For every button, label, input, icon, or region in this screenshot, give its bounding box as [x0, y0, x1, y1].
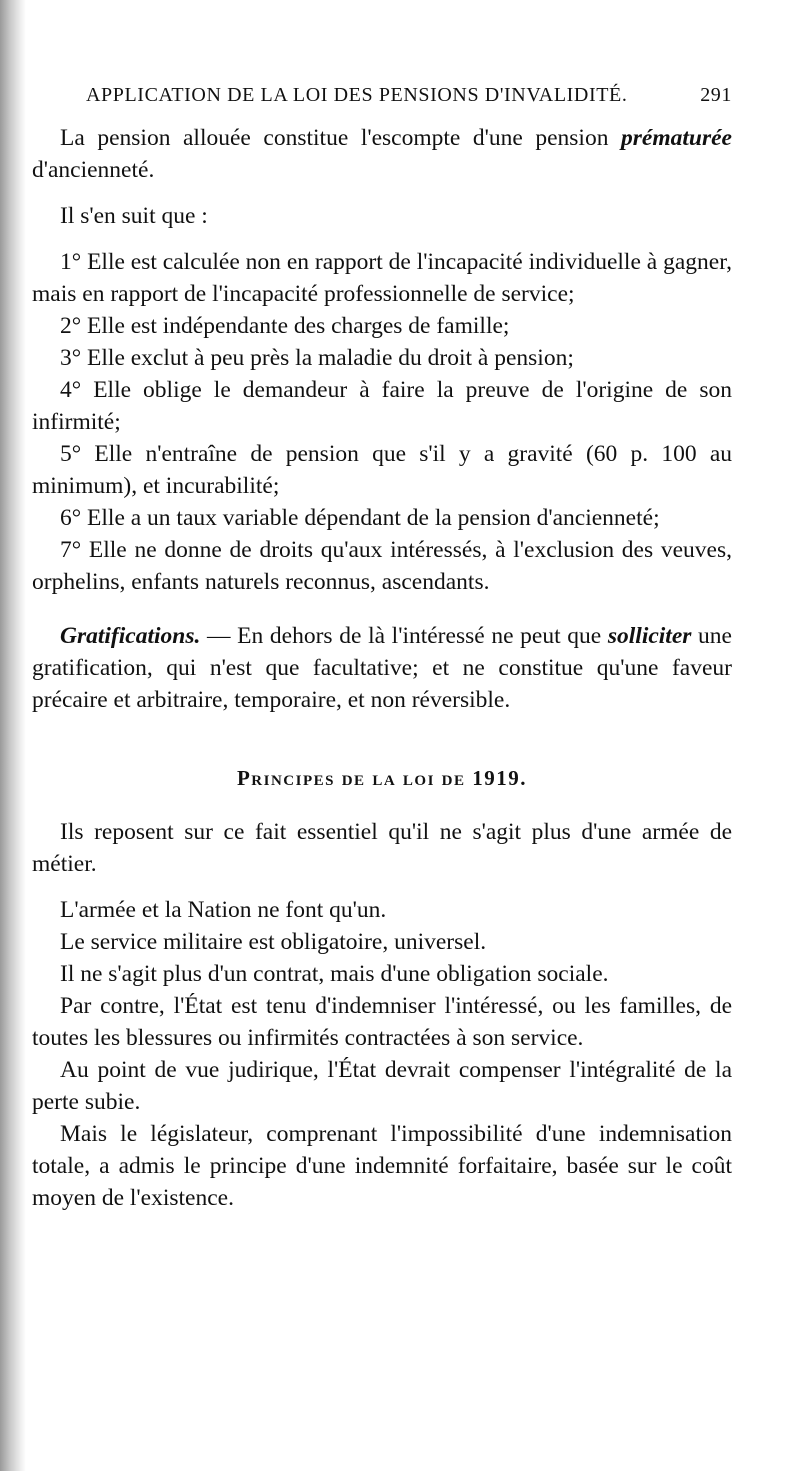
paragraph-principle: Ils reposent sur ce fait essentiel qu'il ne s'agit plus d'une armée de métier.	[32, 819, 732, 877]
list-number: 2°	[60, 313, 82, 339]
list-item	[32, 502, 732, 534]
gratifications-emphasis: solliciter	[607, 623, 692, 649]
list-text: Elle oblige le demandeur à faire la preuve de l'origine de son infirmité;	[32, 377, 733, 435]
list-number: 6°	[60, 505, 82, 531]
list-text: Elle exclut à peu près la maladie du droit à pension;	[87, 345, 574, 371]
intro-text-a: La pension allouée constitue l'escompte d'une pension	[60, 125, 622, 151]
list-item	[32, 438, 732, 502]
page-body	[32, 122, 732, 1214]
paragraph-gratifications	[32, 620, 732, 716]
list-item	[32, 246, 732, 310]
paragraph-principle: Il ne s'agit plus d'un contrat, mais d'une obligation sociale.	[60, 961, 609, 987]
paragraph-consequence: Il s'en suit que :	[60, 203, 208, 229]
page-number: 291	[700, 84, 732, 106]
list-text: Elle ne donne de droits qu'aux intéressés, à l'exclusion des veuves, orphelins, enfants naturels reconnus, ascendants.	[32, 537, 732, 595]
gratifications-label: Gratifications.	[60, 623, 201, 649]
list-number: 1°	[60, 249, 82, 275]
paragraph-principle: Le service militaire est obligatoire, universel.	[60, 929, 487, 955]
gratifications-text-b: une gratification, qui n'est que facultative; et ne constitue qu'une faveur précaire et arbitraire, temporaire, et non réversible.	[32, 623, 732, 713]
book-page	[32, 84, 732, 1214]
list-number: 5°	[60, 441, 82, 467]
list-item	[32, 310, 732, 342]
page-gutter-shadow	[0, 0, 26, 1471]
section-heading: Principes de la loi de 1919.	[236, 766, 528, 790]
list-text: Elle a un taux variable dépendant de la pension d'ancienneté;	[87, 505, 660, 531]
running-title: APPLICATION DE LA LOI DES PENSIONS D'INVALIDITÉ.	[86, 84, 628, 106]
list-text: Elle est indépendante des charges de famille;	[87, 313, 510, 339]
paragraph-principle: L'armée et la Nation ne font qu'un.	[60, 897, 387, 923]
list-text: Elle est calculée non en rapport de l'incapacité individuelle à gagner, mais en rapport de l'incapacité professionnelle de service;	[32, 249, 732, 307]
gratifications-text-a: — En dehors de là l'intéressé ne peut que	[200, 623, 608, 649]
intro-text-b: d'ancienneté.	[32, 157, 155, 183]
running-header	[86, 84, 732, 122]
list-item	[32, 374, 732, 438]
list-item	[32, 342, 732, 374]
list-number: 3°	[60, 345, 82, 371]
list-item	[32, 534, 732, 598]
list-number: 4°	[60, 377, 82, 403]
intro-emphasis: prématurée	[621, 125, 732, 151]
paragraph-principle: Mais le législateur, comprenant l'impossibilité d'une indemnisation totale, a admis le principe d'une indemnité forfaitaire, basée sur le coût moyen de l'existence.	[32, 1121, 732, 1211]
paragraph-intro	[32, 122, 732, 186]
list-text: Elle n'entraîne de pension que s'il y a gravité (60 p. 100 au minimum), et incurabilité;	[32, 441, 733, 499]
consequence-list	[32, 246, 732, 598]
paragraph-principle: Par contre, l'État est tenu d'indemniser l'intéressé, ou les familles, de toutes les blessures ou infirmités contractées à son service.	[32, 993, 732, 1051]
list-number: 7°	[60, 537, 82, 563]
paragraph-principle: Au point de vue judirique, l'État devrait compenser l'intégralité de la perte subie.	[32, 1057, 732, 1115]
